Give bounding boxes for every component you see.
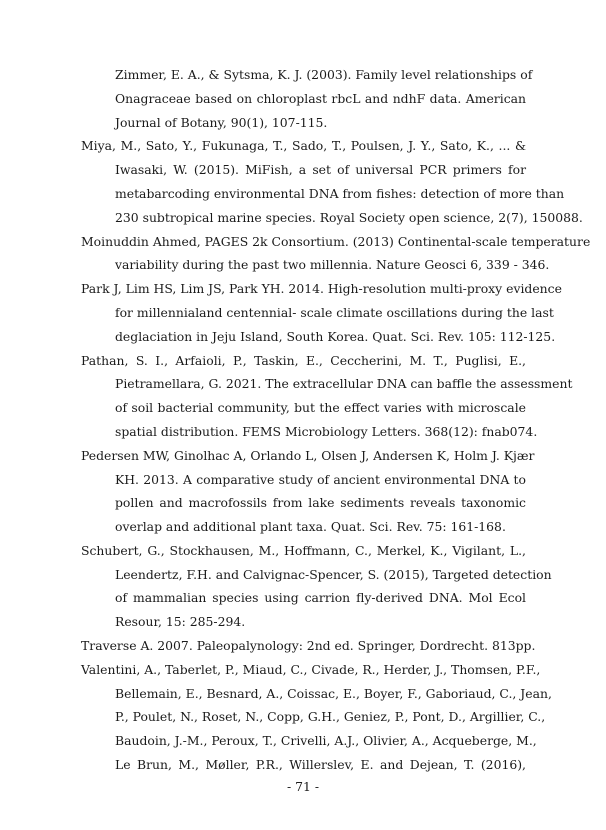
reference-line: of mammalian species using carrion fly-derived DNA. Mol Ecol	[115, 590, 526, 606]
reference-line: deglaciation in Jeju Island, South Korea. Quat. Sci. Rev. 105: 112-125.	[115, 328, 556, 344]
reference-line: spatial distribution. FEMS Microbiology Letters. 368(12): fnab074.	[115, 423, 538, 439]
reference-line: P., Poulet, N., Roset, N., Copp, G.H., Geniez, P., Pont, D., Argillier, C.,	[115, 709, 546, 725]
reference-line: variability during the past two millennia. Nature Geosci 6, 339 - 346.	[115, 257, 550, 273]
reference-line: Park J, Lim HS, Lim JS, Park YH. 2014. High-resolution multi-proxy evidence	[81, 281, 562, 297]
reference-line: for millennialand centennial- scale climate oscillations during the last	[115, 304, 554, 320]
reference-line: Pathan, S. I., Arfaioli, P., Taskin, E., Ceccherini, M. T., Puglisi, E.,	[81, 352, 526, 368]
reference-line: Baudoin, J.-M., Peroux, T., Crivelli, A.J., Olivier, A., Acqueberge, M.,	[115, 733, 537, 749]
reference-line: 230 subtropical marine species. Royal Society open science, 2(7), 150088.	[115, 209, 583, 225]
reference-line: Bellemain, E., Besnard, A., Coissac, E., Boyer, F., Gaboriaud, C., Jean,	[115, 685, 552, 701]
reference-line: KH. 2013. A comparative study of ancient environmental DNA to	[115, 471, 526, 487]
reference-line: of soil bacterial community, but the effect varies with microscale	[115, 400, 526, 416]
reference-line: Valentini, A., Taberlet, P., Miaud, C., Civade, R., Herder, J., Thomsen, P.F.,	[81, 661, 541, 677]
reference-line: Onagraceae based on chloroplast rbcL and ndhF data. American	[115, 90, 526, 106]
reference-line: Schubert, G., Stockhausen, M., Hoffmann, C., Merkel, K., Vigilant, L.,	[81, 542, 526, 558]
reference-line: overlap and additional plant taxa. Quat. Sci. Rev. 75: 161-168.	[115, 519, 506, 535]
reference-line: Journal of Botany, 90(1), 107-115.	[115, 114, 328, 130]
reference-line: Le Brun, M., Møller, P.R., Willerslev, E. and Dejean, T. (2016),	[115, 757, 526, 772]
reference-line: Pedersen MW, Ginolhac A, Orlando L, Olsen J, Andersen K, Holm J. Kjær	[81, 447, 535, 463]
reference-line: pollen and macrofossils from lake sediments reveals taxonomic	[115, 495, 526, 511]
reference-line: Pietramellara, G. 2021. The extracellular DNA can baffle the assessment	[115, 376, 573, 392]
reference-line: Iwasaki, W. (2015). MiFish, a set of universal PCR primers for	[115, 162, 526, 178]
reference-line: Resour, 15: 285-294.	[115, 614, 246, 630]
reference-line: Traverse A. 2007. Paleopalynology: 2nd ed. Springer, Dordrecht. 813pp.	[81, 638, 536, 653]
reference-line: Leendertz, F.H. and Calvignac-Spencer, S. (2015), Targeted detection	[115, 566, 552, 582]
page-number: - 71 -	[286, 779, 320, 794]
reference-line: Miya, M., Sato, Y., Fukunaga, T., Sado, T., Poulsen, J. Y., Sato, K., ... &	[81, 138, 526, 154]
reference-line: metabarcoding environmental DNA from fishes: detection of more than	[115, 186, 565, 201]
reference-line: Moinuddin Ahmed, PAGES 2k Consortium. (2013) Continental-scale temperature	[81, 233, 591, 249]
reference-line: Zimmer, E. A., & Sytsma, K. J. (2003). Family level relationships of	[115, 67, 533, 82]
